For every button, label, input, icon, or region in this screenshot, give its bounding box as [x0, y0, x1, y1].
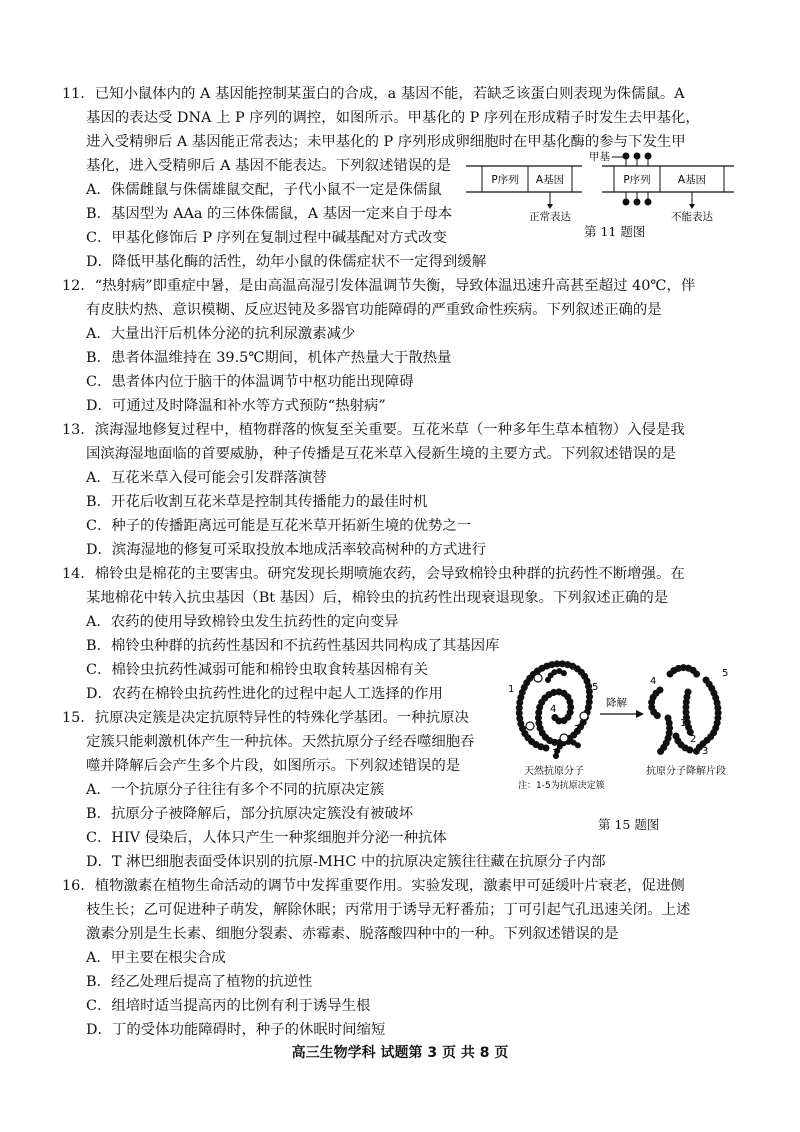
unmethylated-dna [466, 166, 582, 223]
question-13-stem-line: 国滨海湿地面临的首要威胁，种子传播是互花米草入侵新生境的主要方式。下列叙述错误的是 [86, 446, 677, 462]
question-12-option-a: A．大量出汗后机体分泌的抗利尿激素减少 [86, 326, 356, 342]
question-12-option-b: B．患者体温维持在 39.5℃期间，机体产热量大于散热量 [86, 350, 452, 366]
normal-expression-label: 正常表达 [529, 211, 571, 223]
a-gene-label-right: A基因 [677, 174, 707, 186]
figure-15-note: 注：1-5为抗原决定簇 [518, 781, 605, 791]
p-sequence-label-right: P序列 [623, 174, 651, 186]
question-11-option-b: B．基因型为 AAa 的三体侏儒鼠，A 基因一定来自于母本 [86, 206, 453, 222]
question-15-option-a: A．一个抗原分子往往有多个不同的抗原决定簇 [86, 782, 385, 798]
question-14-option-d: D．农药在棉铃虫抗药性进化的过程中起人工选择的作用 [86, 686, 443, 702]
determinant-label-1: 1 [508, 684, 515, 695]
question-12-stem-line: 有皮肤灼热、意识模糊、反应迟钝及多器官功能障碍的严重致命性疾病。下列叙述正确的是 [86, 302, 662, 318]
no-expression-label: 不能表达 [671, 211, 713, 223]
a-gene-label-left: A基因 [535, 174, 565, 186]
question-14-option-c: C．棉铃虫抗药性减弱可能和棉铃虫取食转基因棉有关 [86, 662, 428, 678]
question-14-option-b: B．棉铃虫种群的抗药性基因和不抗药性基因共同构成了其基因库 [86, 638, 500, 654]
question-14-option-a: A．农药的使用导致棉铃虫发生抗药性的定向变异 [86, 614, 399, 630]
determinant-label-5: 5 [592, 682, 599, 693]
question-12-option-c: C．患者体内位于脑干的体温调节中枢功能出现障碍 [86, 374, 414, 390]
fragment-label-4: 4 [650, 676, 657, 687]
question-13-option-d: D．滨海湿地的修复可采取投放本地成活率较高树种的方式进行 [86, 542, 487, 558]
question-11-option-c: C．甲基化修饰后 P 序列在复制过程中碱基配对方式改变 [86, 230, 447, 246]
question-13-option-c: C．种子的传播距离远可能是互花米草开拓新生境的优势之一 [86, 518, 472, 534]
methyl-label: 甲基 [589, 151, 610, 163]
figure-15-diagram [500, 640, 732, 802]
question-15-option-d: D．T 淋巴细胞表面受体识别的抗原-MHC 中的抗原决定簇往往藏在抗原分子内部 [86, 854, 606, 870]
determinant-label-4: 4 [550, 704, 557, 715]
antigen-fragments [651, 668, 718, 752]
question-15-stem-line: 15．抗原决定簇是决定抗原特异性的特殊化学基团。一种抗原决 [62, 710, 469, 726]
question-16-option-c: C．组培时适当提高丙的比例有利于诱导生根 [86, 998, 371, 1014]
question-16-stem-line: 枝生长；乙可促进种子萌发，解除休眠；丙常用于诱导无籽番茄；丁可引起气孔迅速关闭。上述 [86, 902, 691, 918]
question-16-stem-line: 16．植物激素在植物生命活动的调节中发挥重要作用。实验发现，激素甲可延缓叶片衰老，促进侧 [62, 878, 685, 894]
question-16-option-d: D．丁的受体功能障碍时，种子的休眠时间缩短 [86, 1022, 386, 1038]
question-15-stem-line: 定簇只能刺激机体产生一种抗体。天然抗原分子经吞噬细胞吞 [86, 734, 475, 750]
page-footer: 高三生物学科 试题第 3 页 共 8 页 [291, 1045, 509, 1061]
fragment-label-1: 1 [680, 718, 687, 729]
question-16-option-a: A．甲主要在根尖合成 [86, 950, 226, 966]
question-12-stem-line: 12．“热射病”即重症中暑，是由高温高湿引发体温调节失衡，导致体温迅速升高甚至超过 40℃，伴 [62, 278, 696, 294]
natural-antigen-label: 天然抗原分子 [524, 766, 584, 777]
p-sequence-label-left: P序列 [491, 174, 519, 186]
question-14-stem-line: 某地棉花中转入抗虫基因（Bt 基因）后，棉铃虫的抗药性出现衰退现象。下列叙述正确的是 [86, 590, 669, 606]
question-14-stem-line: 14．棉铃虫是棉花的主要害虫。研究发现长期喷施农药，会导致棉铃虫种群的抗药性不断增强。在 [62, 566, 685, 582]
figure-11-caption: 第 11 题图 [584, 224, 646, 239]
question-11-stem-line: 11．已知小鼠体内的 A 基因能控制某蛋白的合成，a 基因不能，若缺乏该蛋白则表现为侏儒鼠。A [62, 86, 685, 102]
question-11-stem-line: 基化，进入受精卵后 A 基因不能表达。下列叙述错误的是 [86, 158, 451, 174]
question-16-option-b: B．经乙处理后提高了植物的抗逆性 [86, 974, 313, 990]
degradation-label: 降解 [606, 697, 627, 709]
question-11-option-d: D．降低甲基化酶的活性，幼年小鼠的侏儒症状不一定得到缓解 [86, 254, 487, 270]
question-15-option-b: B．抗原分子被降解后，部分抗原决定簇没有被破坏 [86, 806, 414, 822]
methylated-dna [589, 150, 734, 223]
question-12-option-d: D．可通过及时降温和补水等方式预防“热射病” [86, 398, 386, 414]
question-13-option-a: A．互花米草入侵可能会引发群落演替 [86, 470, 327, 486]
determinant-label-3: 3 [552, 748, 559, 759]
question-15-option-c: C．HIV 侵染后，人体只产生一种浆细胞并分泌一种抗体 [86, 830, 447, 846]
figure-15-caption: 第 15 题图 [598, 817, 660, 832]
question-16-stem-line: 激素分别是生长素、细胞分裂素、赤霉素、脱落酸四种中的一种。下列叙述错误的是 [86, 926, 619, 942]
fragment-label-3: 3 [702, 746, 709, 757]
question-15-stem-line: 噬并降解后会产生多个片段，如图所示。下列叙述错误的是 [86, 758, 461, 774]
question-13-stem-line: 13．滨海湿地修复过程中，植物群落的恢复至关重要。互花米草（一种多年生草本植物）入侵是我 [62, 422, 685, 438]
question-11-stem-line: 进入受精卵后 A 基因能正常表达；未甲基化的 P 序列形成卵细胞时在甲基化酶的参与下发生甲 [86, 134, 686, 150]
fragment-label-2: 2 [690, 734, 697, 745]
question-11-option-a: A．侏儒雌鼠与侏儒雄鼠交配，子代小鼠不一定是侏儒鼠 [86, 182, 442, 198]
fragments-label: 抗原分子降解片段 [646, 766, 726, 777]
determinant-label-2: 2 [574, 724, 581, 735]
question-13-option-b: B．开花后收割互花米草是控制其传播能力的最佳时机 [86, 494, 428, 510]
figure-11-diagram [462, 150, 742, 228]
fragment-label-5: 5 [722, 668, 729, 679]
question-11-stem-line: 基因的表达受 DNA 上 P 序列的调控，如图所示。甲基化的 P 序列在形成精子时发生去甲基化， [86, 110, 700, 126]
